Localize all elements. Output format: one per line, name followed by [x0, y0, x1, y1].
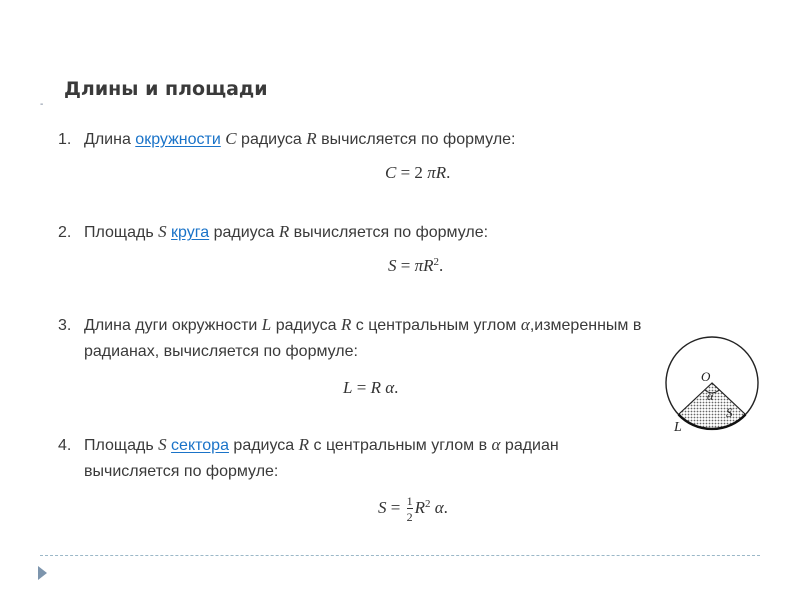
slide-title: Длины и площади — [64, 78, 268, 100]
bullet-mark: - — [40, 99, 44, 110]
item-number: 2. — [58, 224, 72, 241]
var-l: L — [261, 315, 272, 334]
var-s: S — [158, 435, 167, 454]
item-number: 3. — [58, 317, 72, 334]
var-r: R — [278, 222, 290, 241]
link-circumference[interactable]: окружности — [135, 131, 221, 148]
formula-part: 2 — [424, 497, 431, 510]
formula-part: α — [430, 497, 444, 517]
formula-part: 2 — [433, 256, 440, 268]
formula-part: . — [446, 163, 451, 182]
list-item-1 — [58, 126, 718, 153]
item-text: радиуса — [228, 437, 299, 454]
item-text: Площадь — [84, 224, 159, 241]
item-text: радиуса — [236, 131, 307, 148]
item-text: радиуса — [209, 224, 279, 241]
item-text: вычисляется по формуле: — [316, 131, 516, 148]
fraction-numerator: 1 — [406, 494, 413, 508]
item-text: радиуса — [271, 317, 341, 334]
formula-part: S — [388, 256, 397, 275]
item-text: вычисляется по формуле: — [289, 224, 489, 241]
formula-part: = 2 — [396, 163, 428, 182]
item-text: Длина — [84, 131, 136, 148]
formula-part: . — [443, 497, 448, 517]
var-r: R — [340, 315, 352, 334]
formula-part: = — [386, 497, 405, 517]
formula-circumference — [385, 163, 450, 183]
area-label: S — [726, 405, 733, 420]
link-sector[interactable]: сектора — [171, 437, 229, 454]
var-r: R — [306, 129, 317, 148]
formula-part: π — [427, 163, 436, 182]
var-alpha: α — [491, 435, 501, 454]
formula-part: . — [439, 256, 444, 275]
formula-part: L — [343, 378, 353, 397]
play-arrow-icon[interactable] — [38, 566, 47, 580]
formula-part: = — [396, 256, 415, 275]
item-number: 1. — [58, 131, 72, 148]
item-text: Площадь — [84, 437, 159, 454]
link-circle[interactable]: круга — [171, 224, 210, 241]
formula-part: S — [378, 497, 387, 517]
arc-label: L — [674, 420, 682, 435]
formula-sector-area — [378, 494, 448, 524]
formula-part: R — [435, 163, 447, 182]
item-text-line2: вычисляется по формуле: — [84, 463, 279, 480]
bottom-divider — [40, 555, 760, 556]
fraction-denominator: 2 — [406, 510, 413, 524]
formula-part: R — [414, 497, 425, 517]
item-text: Длина дуги окружности — [84, 317, 262, 334]
formula-part: π — [414, 256, 424, 275]
formula-arc-length — [343, 378, 398, 398]
var-c: C — [225, 129, 237, 148]
var-r: R — [298, 435, 310, 454]
list-item-3 — [58, 312, 718, 365]
list-item-4 — [58, 432, 718, 485]
item-text: радиан — [500, 437, 559, 454]
formula-part: C — [385, 163, 397, 182]
formula-part: = — [352, 378, 371, 397]
formula-part: R — [370, 378, 381, 397]
formula-part: R — [423, 256, 434, 275]
item-number: 4. — [58, 437, 72, 454]
item-text: с центральным углом в — [309, 437, 492, 454]
formula-part: α — [380, 378, 395, 397]
center-label: O — [701, 369, 711, 384]
item-text-line2: радианах, вычисляется по формуле: — [84, 343, 358, 360]
sector-diagram — [660, 335, 770, 440]
angle-label: α — [707, 389, 714, 403]
fraction-one-half — [407, 494, 413, 524]
var-s: S — [158, 222, 167, 241]
formula-part: . — [394, 378, 399, 397]
item-text: ,измеренным в — [529, 317, 642, 334]
item-text: с центральным углом — [351, 317, 521, 334]
var-alpha: α — [520, 315, 530, 334]
list-item-2 — [58, 219, 718, 246]
formula-circle-area — [388, 256, 443, 276]
